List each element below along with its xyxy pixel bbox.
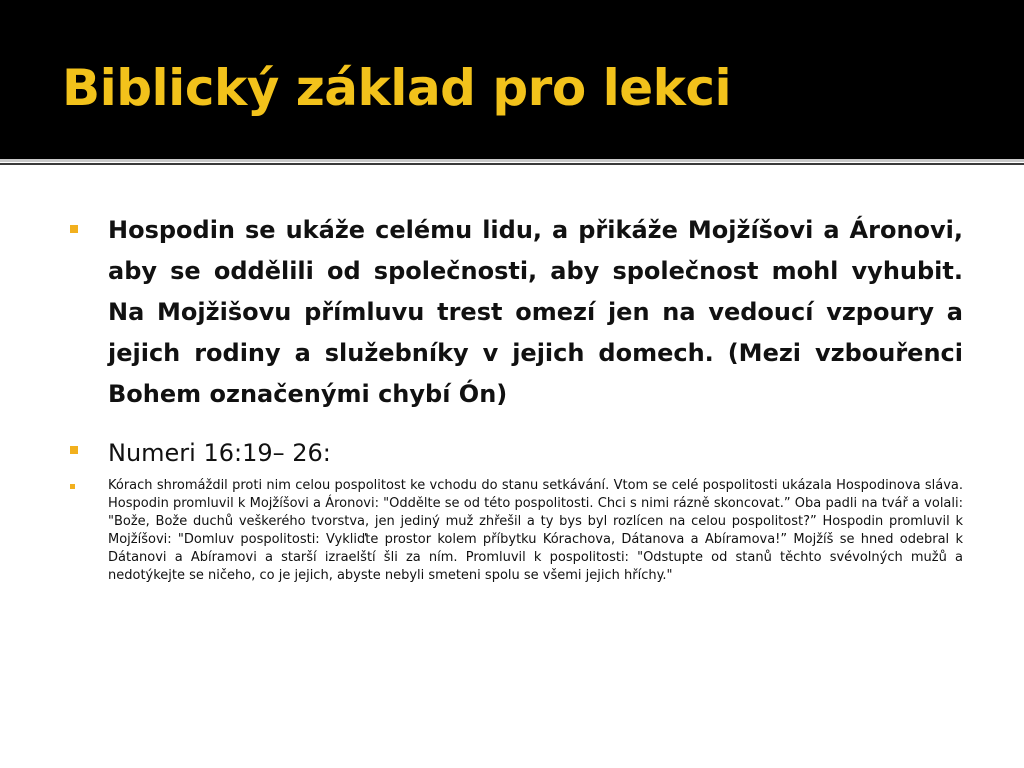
bullet-item	[70, 477, 963, 585]
title-bar	[0, 0, 1024, 159]
slide-title: Biblický základ pro lekci	[62, 59, 732, 117]
bullet-item	[70, 435, 963, 471]
bullet-text: Numeri 16:19– 26:	[108, 439, 331, 467]
bullet-text: Kórach shromáždil proti nim celou pospolitost ke vchodu do stanu setkávání. Vtom se celé pospolitosti ukázala Hospodinova sláva. Hospodin promluvil k Mojžíšovi a Áronovi: "Oddělte se od této pospolitosti. Chci s nimi rázně skoncovat.” Oba padli na tvář a volali: "Bože, Bože duchů veškerého tvorstva, jen jediný muž zhřešil a ty bys byl rozlícen na celou pospolitost?” Hospodin promluvil k Mojžíšovi: "Domluv pospolitosti: Vykliďte prostor kolem příbytku Kórachova, Dátanova a Abíramova!” Mojžíš se hned odebral k Dátanovi a Abíramovi a starší izraelští šli za ním. Promluvil k pospolitosti: "Odstupte od stanů těchto svévolných mužů a nedotýkejte se ničeho, co je jejich, abyste nebyli smeteni spolu se všemi jejich hříchy."	[108, 478, 963, 583]
header-divider-line	[0, 163, 1024, 165]
square-bullet-icon	[70, 446, 78, 454]
header-divider	[0, 159, 1024, 162]
square-bullet-icon	[70, 484, 75, 489]
slide-content	[70, 210, 963, 585]
square-bullet-icon	[70, 225, 78, 233]
bullet-item	[70, 210, 963, 415]
bullet-text: Hospodin se ukáže celému lidu, a přikáže Mojžíšovi a Áronovi, aby se oddělili od společnosti, aby společnost mohl vyhubit. Na Mojžišovu přímluvu trest omezí jen na vedoucí vzpoury a jejich rodiny a služebníky v jejich domech. (Mezi vzbouřenci Bohem označenými chybí Ón)	[108, 216, 963, 408]
